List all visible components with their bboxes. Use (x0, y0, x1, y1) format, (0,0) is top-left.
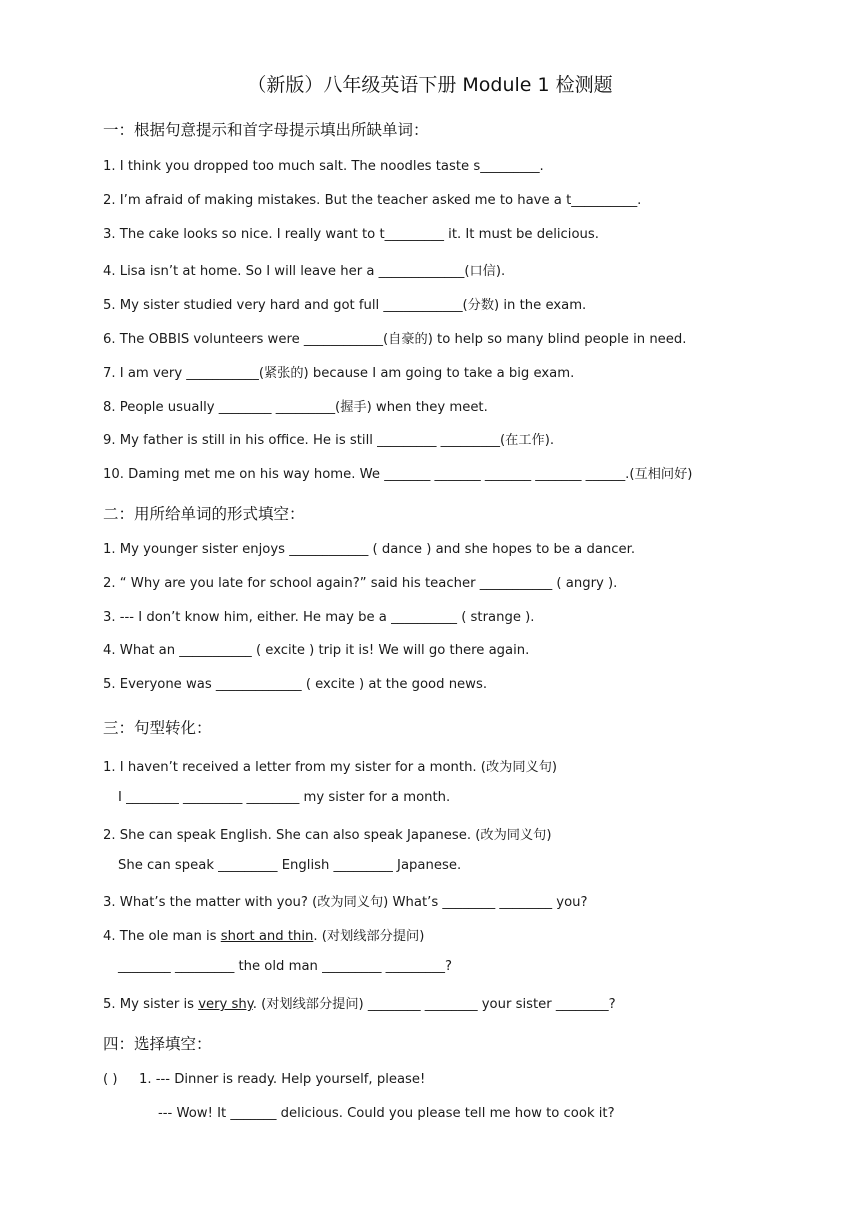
s1-question-2: 2. I’m afraid of making mistakes. But the teacher asked me to have a t__________. (103, 193, 642, 208)
s3-question-5 (103, 993, 616, 1012)
s2-question-4: 4. What an ___________ ( excite ) trip it is! We will go there again. (103, 643, 530, 658)
s1-question-3: 3. The cake looks so nice. I really want to t_________ it. It must be delicious. (103, 227, 599, 242)
s1-question-7: 7. I am very ___________(紧张的) because I am going to take a big exam. (103, 366, 575, 381)
s3-question-4 (103, 925, 424, 944)
s2-question-3: 3. --- I don’t know him, either. He may be a __________ ( strange ). (103, 610, 535, 625)
section-4-heading: 四：选择填空： (103, 1035, 212, 1053)
s3-q4-underlined: short and thin (220, 929, 314, 944)
section-3-heading: 三：句型转化： (103, 719, 212, 737)
s3-q5-text: 5. My sister is (103, 997, 199, 1012)
s1-question-4: 4. Lisa isn’t at home. So I will leave her a _____________(口信). (103, 264, 506, 279)
s3-question-2: 2. She can speak English. She can also speak Japanese. (改为同义句) (103, 828, 552, 843)
s1-question-8: 8. People usually ________ _________(握手) when they meet. (103, 400, 488, 415)
s4-q1-text: 1. --- Dinner is ready. Help yourself, please! (139, 1072, 426, 1087)
section-1-heading: 一：根据句意提示和首字母提示填出所缺单词： (103, 121, 429, 139)
s3-q4-text: 4. The ole man is (103, 929, 221, 944)
s2-question-5: 5. Everyone was _____________ ( excite ) at the good news. (103, 677, 488, 692)
s3-q5-instruction: . (对划线部分提问) ________ ________ your sister ________? (252, 997, 616, 1012)
s3-q5-underlined: very shy (198, 997, 253, 1012)
section-2-heading: 二：用所给单词的形式填空： (103, 505, 305, 523)
s1-question-5: 5. My sister studied very hard and got full ____________(分数) in the exam. (103, 298, 587, 313)
s1-question-6: 6. The OBBIS volunteers were ____________(自豪的) to help so many blind people in need. (103, 332, 687, 347)
answer-bracket: ( ) (103, 1072, 118, 1087)
page-title: （新版）八年级英语下册 Module 1 检测题 (247, 74, 613, 96)
s4-question-1 (103, 1072, 425, 1087)
s1-question-9: 9. My father is still in his office. He is still _________ _________(在工作). (103, 433, 555, 448)
s3-q4-instruction: . (对划线部分提问) (313, 929, 425, 944)
s2-question-1: 1. My younger sister enjoys ____________ ( dance ) and she hopes to be a dancer. (103, 542, 636, 557)
s1-question-1: 1. I think you dropped too much salt. The noodles taste s_________. (103, 159, 544, 174)
s3-answer-4: ________ _________ the old man _________ _________? (118, 959, 452, 974)
s3-question-3: 3. What’s the matter with you? (改为同义句) What’s ________ ________ you? (103, 895, 588, 910)
s3-answer-2: She can speak _________ English _________ Japanese. (118, 858, 462, 873)
s3-answer-1: I ________ _________ ________ my sister for a month. (118, 790, 451, 805)
s1-question-10: 10. Daming met me on his way home. We _______ _______ _______ _______ ______.(互相问好) (103, 467, 693, 482)
s3-question-1: 1. I haven’t received a letter from my sister for a month. (改为同义句) (103, 760, 558, 775)
s4-q1-reply: --- Wow! It _______ delicious. Could you please tell me how to cook it? (158, 1106, 615, 1121)
s2-question-2: 2. “ Why are you late for school again?” said his teacher ___________ ( angry ). (103, 576, 618, 591)
